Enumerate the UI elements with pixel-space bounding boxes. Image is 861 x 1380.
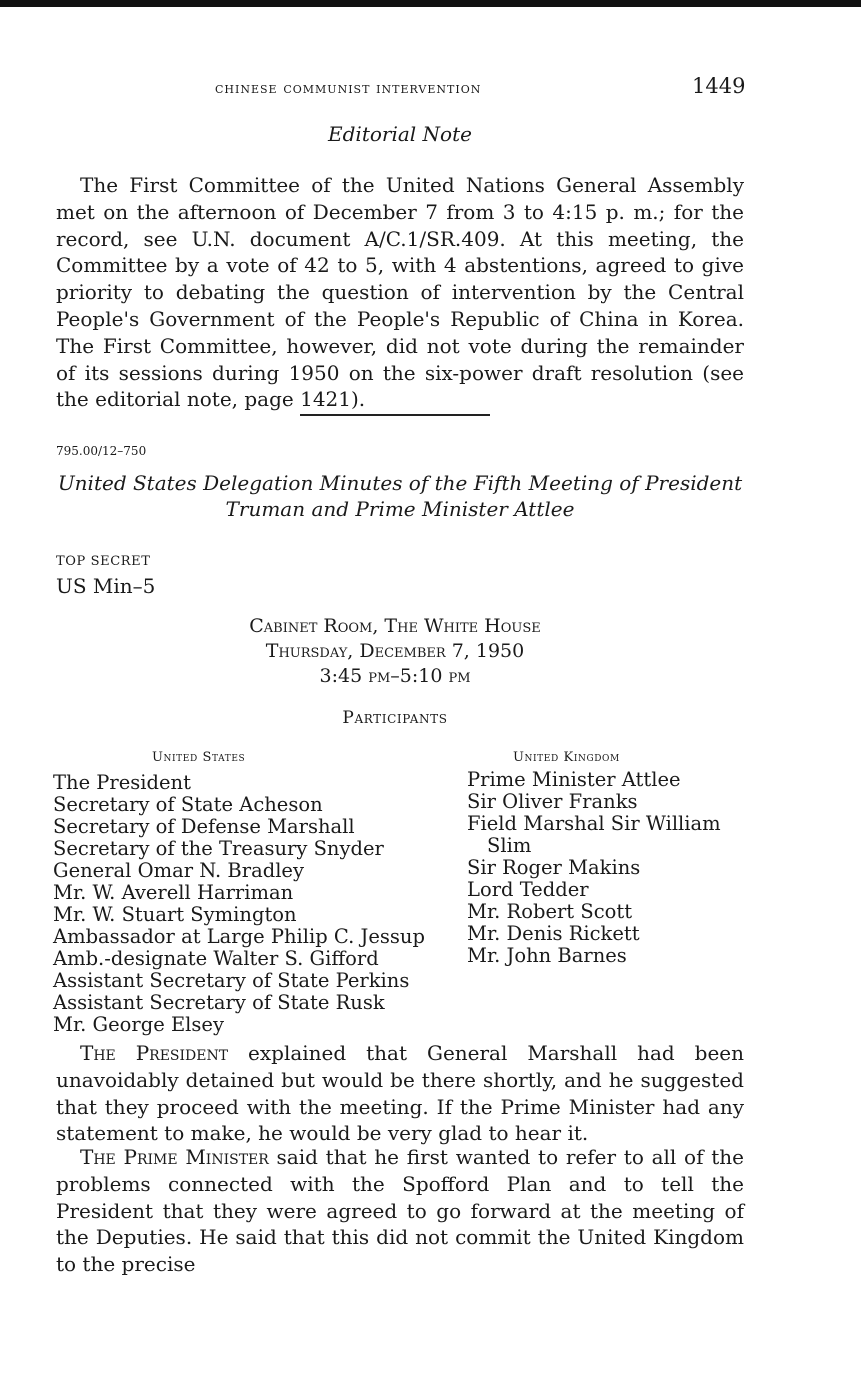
section-divider bbox=[300, 414, 490, 416]
body-paragraph bbox=[56, 1040, 744, 1147]
meeting-place: Cabinet Room, The White House bbox=[249, 615, 541, 637]
meeting-date: Thursday, December 7, 1950 bbox=[265, 640, 525, 662]
participant: Secretary of the Treasury Snyder bbox=[53, 837, 384, 860]
editorial-note-text: The First Committee of the United Nations General Assembly met on the afternoon of December 7 from 3 to 4:15 p. m.; for the record, see U.N. document A/C.1/SR.409. At this meeting, the Committee by a vote of 42 to 5, with 4 abstentions, agreed to give priority to debating the question of intervention by the Central People's Government of the People's Republic of China in Korea. The First Committee, however, did not vote during the remainder of its sessions during 1950 on the six-power draft resolution (see the editorial note, page 1421). bbox=[56, 173, 744, 412]
speaker-name: The Prime Minister bbox=[80, 1145, 269, 1169]
paragraph-text: explained that General Marshall had been unavoidably detained but would be there shortly, and he suggested that they proceed with the meeting. If the Prime Minister had any statement to make, he would be very glad to hear it. bbox=[56, 1041, 745, 1146]
scan-top-edge bbox=[0, 0, 861, 7]
participant: Field Marshal Sir William bbox=[467, 812, 721, 835]
participant: Sir Oliver Franks bbox=[467, 790, 638, 813]
page-header bbox=[0, 74, 861, 104]
participant: Mr. W. Averell Harriman bbox=[53, 881, 294, 904]
participant: Ambassador at Large Philip C. Jessup bbox=[53, 925, 425, 948]
running-head: chinese communist intervention bbox=[215, 79, 482, 97]
participant: Mr. John Barnes bbox=[467, 944, 627, 967]
participants-heading: Participants bbox=[342, 708, 448, 728]
us-participants-heading: United States bbox=[152, 750, 246, 765]
us-participants-list bbox=[53, 772, 443, 1036]
participant: Secretary of State Acheson bbox=[53, 793, 323, 816]
participant: Prime Minister Attlee bbox=[467, 768, 681, 791]
uk-participants-heading: United Kingdom bbox=[513, 750, 620, 765]
file-number: 795.00/12–750 bbox=[56, 444, 147, 458]
participant: The President bbox=[53, 771, 191, 794]
participant-continuation: Slim bbox=[487, 834, 532, 857]
editorial-note-title: Editorial Note bbox=[328, 122, 472, 146]
classification-label: TOP SECRET bbox=[56, 554, 151, 569]
participant: Assistant Secretary of State Perkins bbox=[53, 969, 410, 992]
body-paragraph bbox=[56, 1144, 744, 1278]
speaker-name: The President bbox=[80, 1041, 229, 1065]
participant: Mr. Robert Scott bbox=[467, 900, 633, 923]
meeting-time: 3:45 pm–5:10 pm bbox=[319, 665, 471, 687]
participant: Lord Tedder bbox=[467, 878, 589, 901]
page-number: 1449 bbox=[692, 74, 746, 98]
document-number: US Min–5 bbox=[56, 574, 156, 598]
participant: Assistant Secretary of State Rusk bbox=[53, 991, 385, 1014]
participant: Mr. W. Stuart Symington bbox=[53, 903, 297, 926]
participant: Amb.-designate Walter S. Gifford bbox=[53, 947, 379, 970]
meeting-details bbox=[180, 614, 610, 689]
uk-participants-list bbox=[467, 769, 757, 967]
paragraph-text: said that he first wanted to refer to all of the problems connected with the Spofford Plan and to tell the President that they were agreed to go forward at the meeting of the Deputies. He said that this did not commit the United Kingdom to the precise bbox=[56, 1145, 744, 1277]
participant: General Omar N. Bradley bbox=[53, 859, 304, 882]
participant: Mr. Denis Rickett bbox=[467, 922, 640, 945]
participant: Secretary of Defense Marshall bbox=[53, 815, 355, 838]
participant: Mr. George Elsey bbox=[53, 1013, 224, 1036]
document-title: United States Delegation Minutes of the Fifth Meeting of President Truman and Prime Minister Attlee bbox=[57, 471, 743, 521]
participant: Sir Roger Makins bbox=[467, 856, 641, 879]
